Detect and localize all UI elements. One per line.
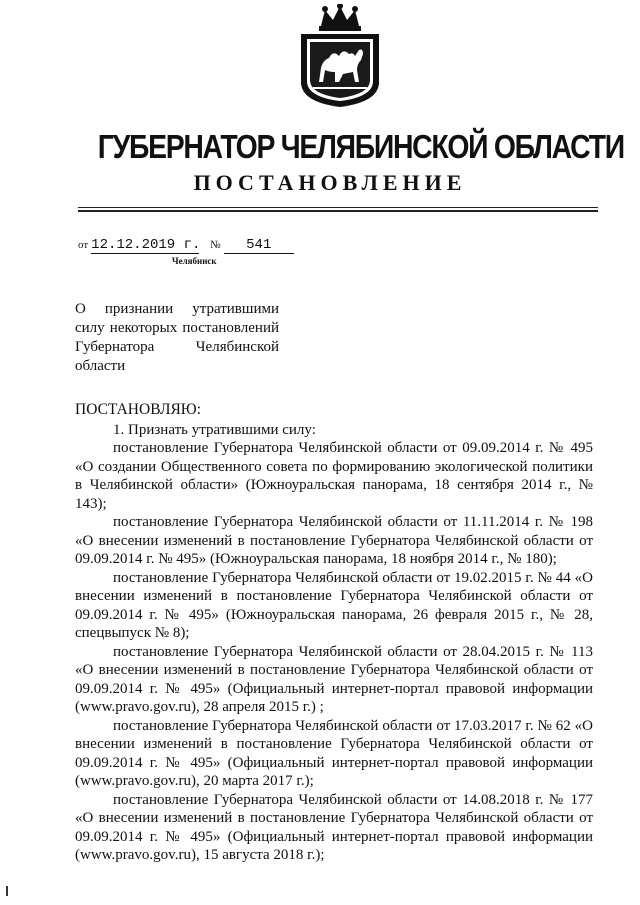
title-line: О признании утратившими [75, 301, 279, 317]
repealed-item: постановление Губернатора Челябинской области от 14.08.2018 г. № 177 «О внесении изменений в постановление Губернатора Челябинской области от 09.09.2014 г. № 495» (Официальный интернет-портал правовой информации (www.pravo.gov.ru), 15 августа 2018 г.); [75, 791, 593, 863]
number-prefix: № [210, 239, 221, 251]
document-body [75, 401, 593, 865]
repealed-item: постановление Губернатора Челябинской области от 19.02.2015 г. № 44 «О внесении изменений в постановление Губернатора Челябинской области от 09.09.2014 г. № 495» (Южноуральская панорама, 26 февраля 2015 г., № 28, спецвыпуск № 8); [75, 569, 593, 641]
title-line: области [75, 358, 126, 374]
repealed-item: постановление Губернатора Челябинской области от 11.11.2014 г. № 198 «О внесении изменений в постановление Губернатора Челябинской области от 09.09.2014 г. № 495» (Южноуральская панорама, 18 ноября 2014 г., № 180); [75, 514, 593, 567]
header-divider-bold [78, 210, 598, 212]
date-prefix: от [78, 239, 89, 251]
date-number-line [78, 237, 294, 254]
title-line: силу некоторых постановлений [75, 320, 279, 336]
issuer-title: ГУБЕРНАТОР ЧЕЛЯБИНСКОЙ ОБЛАСТИ [97, 128, 624, 165]
document-date: 12.12.2019 г. [91, 237, 201, 253]
header-divider [78, 207, 598, 208]
title-line: Губернатора Челябинской [75, 339, 279, 355]
document-type: ПОСТАНОВЛЕНИЕ [193, 170, 467, 195]
city-name: Челябинск [172, 256, 217, 266]
repealed-item: постановление Губернатора Челябинской области от 17.03.2017 г. № 62 «О внесении изменений в постановление Губернатора Челябинской области от 09.09.2014 г. № 495» (Официальный интернет-портал правовой информации (www.pravo.gov.ru), 20 марта 2017 г.); [75, 717, 593, 789]
coat-of-arms-icon [293, 4, 387, 108]
document-number: 541 [224, 237, 294, 254]
repealed-item: постановление Губернатора Челябинской области от 28.04.2015 г. № 113 «О внесении изменений в постановление Губернатора Челябинской области от 09.09.2014 г. № 495» (Официальный интернет-портал правовой информации (www.pravo.gov.ru), 28 апреля 2015 г.) ; [75, 643, 593, 715]
repealed-item: постановление Губернатора Челябинской области от 09.09.2014 г. № 495 «О создании Общественного совета по формированию экологической политики в Челябинской области» (Южноуральская панорама, 18 сентября 2014 г., № 143); [75, 440, 593, 512]
margin-mark [6, 886, 8, 896]
document-title [75, 300, 279, 376]
decree-word: ПОСТАНОВЛЯЮ: [75, 401, 202, 418]
point-1: 1. Признать утратившими силу: [113, 421, 316, 438]
